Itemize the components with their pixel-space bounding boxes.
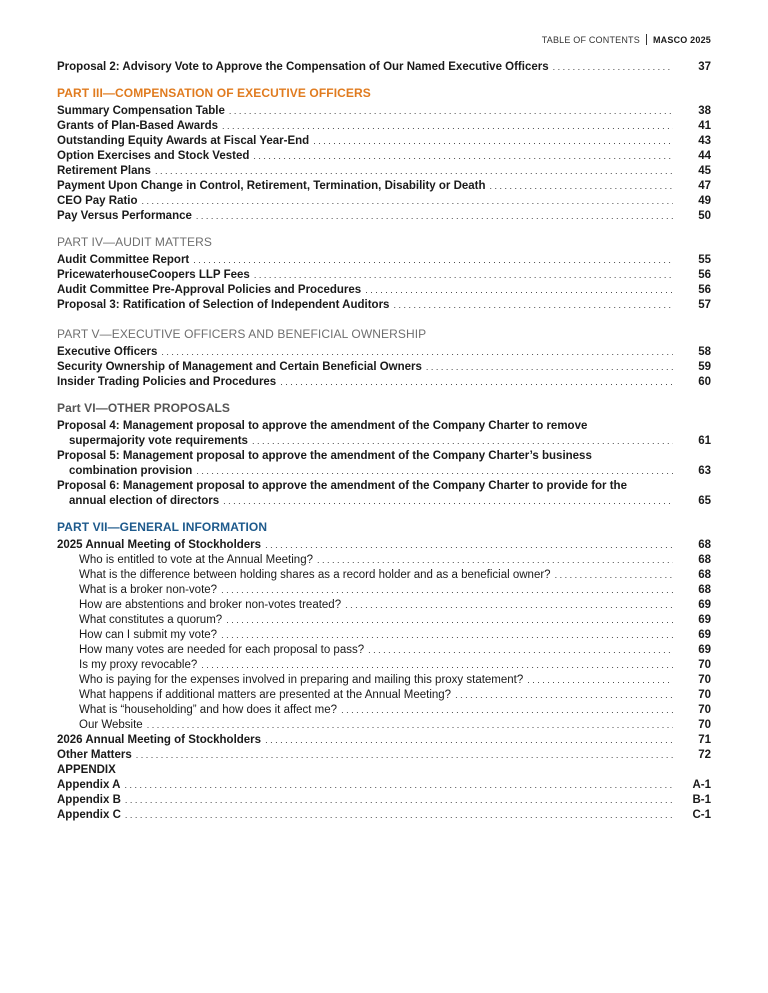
toc-entry-title: What happens if additional matters are presented at the Annual Meeting? xyxy=(79,689,452,701)
toc-entry-title: PricewaterhouseCoopers LLP Fees xyxy=(57,269,250,281)
dot-leader xyxy=(527,673,673,688)
toc-entry-page: 57 xyxy=(698,299,711,311)
toc-entry-title: 2026 Annual Meeting of Stockholders xyxy=(57,734,262,746)
dot-leader xyxy=(553,60,673,75)
toc-entry-title-line-1: Proposal 6: Management proposal to approve the amendment of the Company Charter to provide for the xyxy=(57,480,627,492)
toc-entry-title: Proposal 2: Advisory Vote to Approve the Compensation of Our Named Executive Officers xyxy=(57,61,549,73)
toc-entry-appendix-b[interactable] xyxy=(57,793,711,808)
toc-entry-page: C-1 xyxy=(692,809,711,821)
toc-entry-title-line-1: Proposal 4: Management proposal to approve the amendment of the Company Charter to remove xyxy=(57,420,588,432)
toc-entry[interactable] xyxy=(57,253,711,268)
toc-entry-title: 2025 Annual Meeting of Stockholders xyxy=(57,539,262,551)
part-3-list xyxy=(57,104,711,224)
dot-leader xyxy=(136,748,673,763)
toc-subentry[interactable] xyxy=(57,688,711,703)
dot-leader xyxy=(201,658,673,673)
toc-entry-title: What is “householding” and how does it affect me? xyxy=(79,704,338,716)
toc-entry[interactable] xyxy=(57,283,711,298)
toc-entry-appendix-a[interactable] xyxy=(57,778,711,793)
toc-entry-title: Proposal 3: Ratification of Selection of Independent Auditors xyxy=(57,299,390,311)
toc-entry-page: A-1 xyxy=(692,779,711,791)
toc-entry-title: Pay Versus Performance xyxy=(57,210,192,222)
dot-leader xyxy=(265,733,673,748)
toc-entry[interactable] xyxy=(57,134,711,149)
toc-entry-page: 70 xyxy=(698,689,711,701)
toc-entry-page: B-1 xyxy=(692,794,711,806)
toc-entry-title: Summary Compensation Table xyxy=(57,105,225,117)
toc-entry[interactable] xyxy=(57,119,711,134)
appendix-list xyxy=(57,778,711,823)
toc-entry-page: 59 xyxy=(698,361,711,373)
toc-entry-title: Payment Upon Change in Control, Retirement, Termination, Disability or Death xyxy=(57,180,486,192)
toc-entry-title: Other Matters xyxy=(57,749,132,761)
toc-entry-proposal-6[interactable] xyxy=(57,479,711,509)
toc-entry-page: 56 xyxy=(698,284,711,296)
toc-entry-page: 37 xyxy=(698,61,711,73)
toc-entry-title: Who is paying for the expenses involved in preparing and mailing this proxy statement? xyxy=(79,674,524,686)
dot-leader xyxy=(155,164,673,179)
toc-subentry[interactable] xyxy=(57,718,711,733)
dot-leader xyxy=(254,268,673,283)
dot-leader xyxy=(124,778,673,793)
toc-entry-page: 70 xyxy=(698,659,711,671)
toc-entry-title: Security Ownership of Management and Certain Beneficial Owners xyxy=(57,361,422,373)
toc-entry-proposal-5[interactable] xyxy=(57,449,711,479)
toc-entry-title: Our Website xyxy=(79,719,143,731)
toc-entry-page: 41 xyxy=(698,120,711,132)
toc-entry-title: Who is entitled to vote at the Annual Meeting? xyxy=(79,554,313,566)
toc-entry-title-line-1: Proposal 5: Management proposal to approve the amendment of the Company Charter’s business xyxy=(57,450,592,462)
dot-leader xyxy=(125,808,673,823)
toc-entry-title: How are abstentions and broker non-votes treated? xyxy=(79,599,342,611)
dot-leader xyxy=(313,134,673,149)
toc-entry[interactable] xyxy=(57,375,711,390)
toc-subentry[interactable] xyxy=(57,628,711,643)
toc-entry-page: 43 xyxy=(698,135,711,147)
dot-leader xyxy=(280,375,673,390)
toc-entry-page: 69 xyxy=(698,644,711,656)
toc-entry-title: Retirement Plans xyxy=(57,165,151,177)
toc-entry-page: 68 xyxy=(698,554,711,566)
toc-entry-page: 69 xyxy=(698,614,711,626)
dot-leader xyxy=(426,360,673,375)
part-6-list xyxy=(57,419,711,509)
toc-entry[interactable] xyxy=(57,298,711,313)
toc-entry-title: Option Exercises and Stock Vested xyxy=(57,150,250,162)
toc-entry-title: CEO Pay Ratio xyxy=(57,195,138,207)
toc-entry-proposal-2[interactable] xyxy=(57,60,711,75)
dot-leader xyxy=(147,718,673,733)
section-heading-appendix: APPENDIX xyxy=(57,764,116,776)
toc-subentry[interactable] xyxy=(57,703,711,718)
part-7-list xyxy=(57,538,711,763)
section-heading-part-7: PART VII—GENERAL INFORMATION xyxy=(57,520,268,534)
toc-entry-page: 61 xyxy=(698,435,711,447)
dot-leader xyxy=(490,179,673,194)
toc-entry-page: 68 xyxy=(698,584,711,596)
toc-subentry[interactable] xyxy=(57,583,711,598)
toc-entry[interactable] xyxy=(57,360,711,375)
toc-entry-title: Executive Officers xyxy=(57,346,158,358)
toc-entry[interactable] xyxy=(57,179,711,194)
dot-leader xyxy=(555,568,673,583)
toc-entry-other-matters[interactable] xyxy=(57,748,711,763)
toc-entry-page: 38 xyxy=(698,105,711,117)
toc-entry-title-line-2: annual election of directors xyxy=(69,495,220,507)
section-heading-part-3: PART III—COMPENSATION OF EXECUTIVE OFFICERS xyxy=(57,86,371,100)
dot-leader xyxy=(455,688,673,703)
toc-entry[interactable] xyxy=(57,164,711,179)
toc-entry-page: 72 xyxy=(698,749,711,761)
toc-entry-page: 68 xyxy=(698,539,711,551)
toc-entry-title: Is my proxy revocable? xyxy=(79,659,198,671)
toc-subentry[interactable] xyxy=(57,598,711,613)
toc-entry-proposal-4[interactable] xyxy=(57,419,711,449)
toc-entry-title: Audit Committee Pre-Approval Policies and Procedures xyxy=(57,284,362,296)
toc-entry-page: 49 xyxy=(698,195,711,207)
dot-leader xyxy=(223,494,673,509)
part-4-list xyxy=(57,253,711,313)
section-heading-part-4: PART IV—AUDIT MATTERS xyxy=(57,235,213,249)
toc-entry-page: 70 xyxy=(698,719,711,731)
toc-entry-page: 71 xyxy=(698,734,711,746)
toc-entry-page: 50 xyxy=(698,210,711,222)
toc-entry[interactable] xyxy=(57,104,711,119)
toc-entry-page: 47 xyxy=(698,180,711,192)
toc-subentry[interactable] xyxy=(57,613,711,628)
toc-entry-title-line-2: combination provision xyxy=(69,465,193,477)
dot-leader xyxy=(196,209,673,224)
toc-subentry[interactable] xyxy=(57,658,711,673)
header-divider xyxy=(646,34,647,45)
toc-subentry[interactable] xyxy=(57,643,711,658)
toc-entry-title: How many votes are needed for each proposal to pass? xyxy=(79,644,365,656)
dot-leader xyxy=(221,628,673,643)
dot-leader xyxy=(368,643,673,658)
toc-entry[interactable] xyxy=(57,149,711,164)
dot-leader xyxy=(365,283,673,298)
toc-entry-title: Appendix C xyxy=(57,809,121,821)
toc-entry-page: 69 xyxy=(698,599,711,611)
toc-entry-title: Appendix A xyxy=(57,779,121,791)
page-header xyxy=(542,34,711,45)
toc-entry-page: 60 xyxy=(698,376,711,388)
toc-content xyxy=(57,60,711,823)
dot-leader xyxy=(161,345,673,360)
toc-entry-title: What constitutes a quorum? xyxy=(79,614,223,626)
toc-entry-page: 68 xyxy=(698,569,711,581)
toc-subentry[interactable] xyxy=(57,553,711,568)
toc-entry-title: Outstanding Equity Awards at Fiscal Year-End xyxy=(57,135,310,147)
toc-entry-title-line-2: supermajority vote requirements xyxy=(69,435,248,447)
toc-entry-title: Grants of Plan-Based Awards xyxy=(57,120,219,132)
toc-entry[interactable] xyxy=(57,268,711,283)
dot-leader xyxy=(221,583,673,598)
toc-entry-title: Audit Committee Report xyxy=(57,254,190,266)
dot-leader xyxy=(253,149,673,164)
toc-entry[interactable] xyxy=(57,209,711,224)
toc-entry-page: 45 xyxy=(698,165,711,177)
toc-entry-page: 63 xyxy=(698,465,711,477)
section-heading-part-5: PART V—EXECUTIVE OFFICERS AND BENEFICIAL OWNERSHIP xyxy=(57,327,427,341)
toc-entry-page: 69 xyxy=(698,629,711,641)
toc-entry-page: 44 xyxy=(698,150,711,162)
toc-entry[interactable] xyxy=(57,345,711,360)
toc-entry-page: 65 xyxy=(698,495,711,507)
part-5-list xyxy=(57,345,711,390)
dot-leader xyxy=(142,194,673,209)
dot-leader xyxy=(317,553,673,568)
toc-entry-annual-meeting-2025[interactable] xyxy=(57,538,711,553)
toc-subentry[interactable] xyxy=(57,568,711,583)
toc-entry-page: 55 xyxy=(698,254,711,266)
toc-entry-annual-meeting-2026[interactable] xyxy=(57,733,711,748)
toc-entry-title: Insider Trading Policies and Procedures xyxy=(57,376,277,388)
toc-entry-page: 56 xyxy=(698,269,711,281)
dot-leader xyxy=(222,119,673,134)
toc-entry[interactable] xyxy=(57,194,711,209)
dot-leader xyxy=(226,613,673,628)
dot-leader xyxy=(345,598,673,613)
dot-leader xyxy=(125,793,673,808)
toc-entry-title: How can I submit my vote? xyxy=(79,629,218,641)
brand-name: MASCO 2025 xyxy=(652,34,711,45)
section-heading-part-6: Part VI—OTHER PROPOSALS xyxy=(57,401,230,415)
toc-entry-page: 70 xyxy=(698,674,711,686)
dot-leader xyxy=(265,538,673,553)
dot-leader xyxy=(196,464,673,479)
toc-entry-title: What is a broker non-vote? xyxy=(79,584,218,596)
dot-leader xyxy=(341,703,673,718)
toc-entry-appendix-c[interactable] xyxy=(57,808,711,823)
toc-subentry[interactable] xyxy=(57,673,711,688)
toc-link[interactable]: TABLE OF CONTENTS xyxy=(541,34,640,45)
dot-leader xyxy=(393,298,673,313)
toc-entry-page: 70 xyxy=(698,704,711,716)
toc-entry-title: Appendix B xyxy=(57,794,121,806)
dot-leader xyxy=(229,104,673,119)
dot-leader xyxy=(252,434,673,449)
toc-entry-title: What is the difference between holding shares as a record holder and as a beneficial owner? xyxy=(79,569,551,581)
toc-entry-page: 58 xyxy=(698,346,711,358)
dot-leader xyxy=(193,253,673,268)
